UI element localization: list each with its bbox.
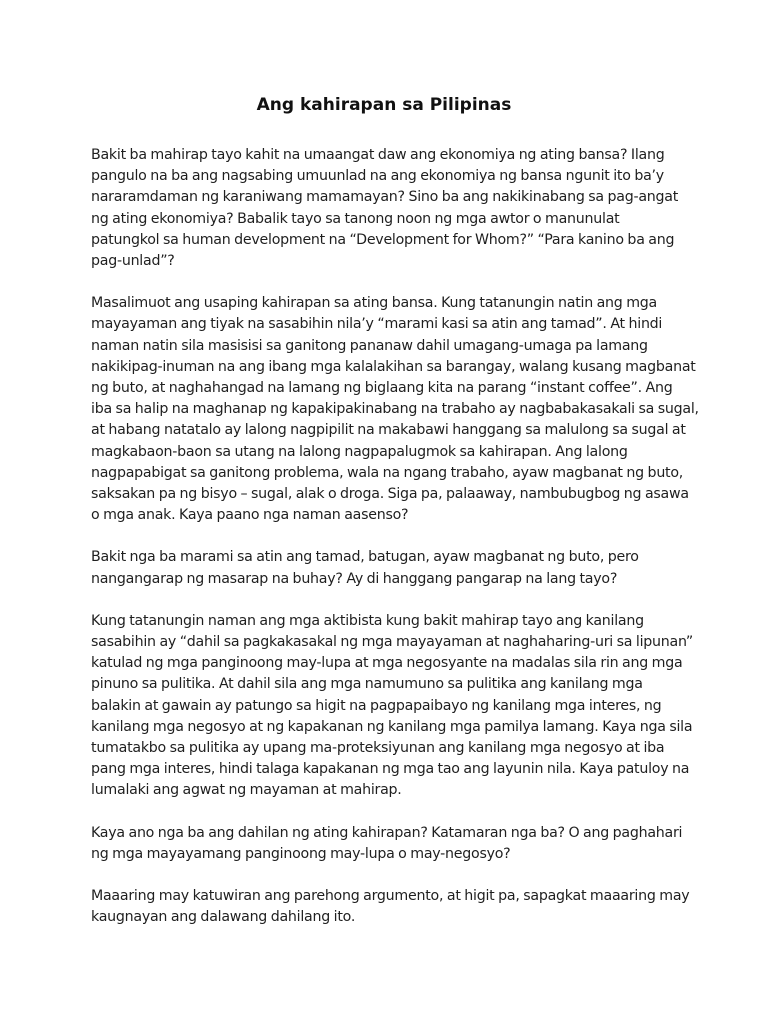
document-body	[91, 145, 699, 950]
paragraph-4	[91, 611, 694, 802]
paragraph-line: pag-unlad”?	[91, 253, 175, 270]
paragraph-line: mayayaman ang tiyak na sasabihin nila’y “marami kasi sa atin ang tamad”. At hindi	[91, 316, 663, 333]
paragraph-6	[91, 886, 690, 928]
paragraph-line: magkabaon-baon sa utang na lalong nagpapalugmok sa kahirapan. Ang lalong	[91, 443, 628, 460]
paragraph-line: o mga anak. Kaya paano nga naman aasenso?	[91, 507, 409, 524]
paragraph-line: ng mga mayayamang panginoong may-lupa o may-negosyo?	[91, 845, 511, 862]
paragraph-line: pang mga interes, hindi talaga kapakanan ng mga tao ang layunin nila. Kaya patuloy na	[91, 761, 690, 778]
paragraph-line: Kaya ano nga ba ang dahilan ng ating kahirapan? Katamaran nga ba? O ang paghahari	[91, 824, 683, 841]
paragraph-line: katulad ng mga panginoong may-lupa at mga negosyante na madalas sila rin ang mga	[91, 655, 683, 672]
paragraph-line: naman natin sila masisisi sa ganitong pananaw dahil umagang-umaga pa lamang	[91, 337, 648, 354]
paragraph-line: Bakit ba mahirap tayo kahit na umaangat daw ang ekonomiya ng ating bansa? Ilang	[91, 147, 665, 163]
paragraph-line: tumatakbo sa pulitika ay upang ma-proteksiyunan ang kanilang mga negosyo at iba	[91, 740, 665, 757]
paragraph-line: Kung tatanungin naman ang mga aktibista kung bakit mahirap tayo ang kanilang	[91, 612, 644, 629]
paragraph-3	[91, 547, 681, 589]
paragraph-line: pangulo na ba ang nagsabing umuunlad na ang ekonomiya ng bansa ngunit ito ba’y	[91, 168, 664, 185]
paragraph-line: Maaaring may katuwiran ang parehong argumento, at higit pa, sapagkat maaaring may	[91, 888, 690, 905]
paragraph-line: Masalimuot ang usaping kahirapan sa ating bansa. Kung tatanungin natin ang mga	[91, 295, 657, 312]
paragraph-line: balakin at gawain ay patungo sa higit na pagpapaibayo ng kanilang mga interes, ng	[91, 697, 662, 714]
paragraph-line: kaugnayan ang dalawang dahilang ito.	[91, 909, 356, 926]
paragraph-line: nararamdaman ng karaniwang mamamayan? Sino ba ang nakikinabang sa pag-angat	[91, 189, 679, 206]
paragraph-5	[91, 823, 681, 865]
document-title: Ang kahirapan sa Pilipinas	[256, 95, 512, 115]
paragraph-line: Bakit nga ba marami sa atin ang tamad, batugan, ayaw magbanat ng buto, pero	[91, 549, 639, 566]
paragraph-line: saksakan pa ng bisyo – sugal, alak o droga. Siga pa, palaaway, nambubugbog ng asawa	[91, 486, 689, 503]
paragraph-2	[91, 293, 699, 526]
paragraph-line: patungkol sa human development na “Development for Whom?” “Para kanino ba ang	[91, 231, 675, 248]
paragraph-line: nagpapabigat sa ganitong problema, wala na ngang trabaho, ayaw magbanat ng buto,	[91, 464, 684, 481]
paragraph-line: at habang natatalo ay lalong nagpipilit na makabawi hanggang sa malulong sa sugal at	[91, 422, 686, 439]
paragraph-line: ng buto, at naghahangad na lamang ng biglaang kita na parang “instant coffee”. Ang	[91, 380, 673, 397]
paragraph-line: nakikipag-inuman na ang ibang mga kalalakihan sa barangay, walang kusang magbanat	[91, 358, 696, 375]
paragraph-line: sasabihin ay “dahil sa pagkakasakal ng mga mayayaman at naghaharing-uri sa lipunan”	[91, 634, 694, 651]
paragraph-line: lumalaki ang agwat ng mayaman at mahirap.	[91, 782, 402, 799]
paragraph-line: kanilang mga negosyo at ng kapakanan ng kanilang mga pamilya lamang. Kaya nga sila	[91, 718, 693, 735]
paragraph-line: iba sa halip na maghanap ng kapakipakinabang na trabaho ay nagbabakasakali sa sugal,	[91, 401, 699, 418]
paragraph-line: nangangarap ng masarap na buhay? Ay di hanggang pangarap na lang tayo?	[91, 570, 618, 587]
paragraph-line: pinuno sa pulitika. At dahil sila ang mga namumuno sa pulitika ang kanilang mga	[91, 676, 643, 693]
paragraph-1	[91, 145, 681, 272]
paragraph-line: ng ating ekonomiya? Babalik tayo sa tanong noon ng mga awtor o manunulat	[91, 210, 620, 227]
